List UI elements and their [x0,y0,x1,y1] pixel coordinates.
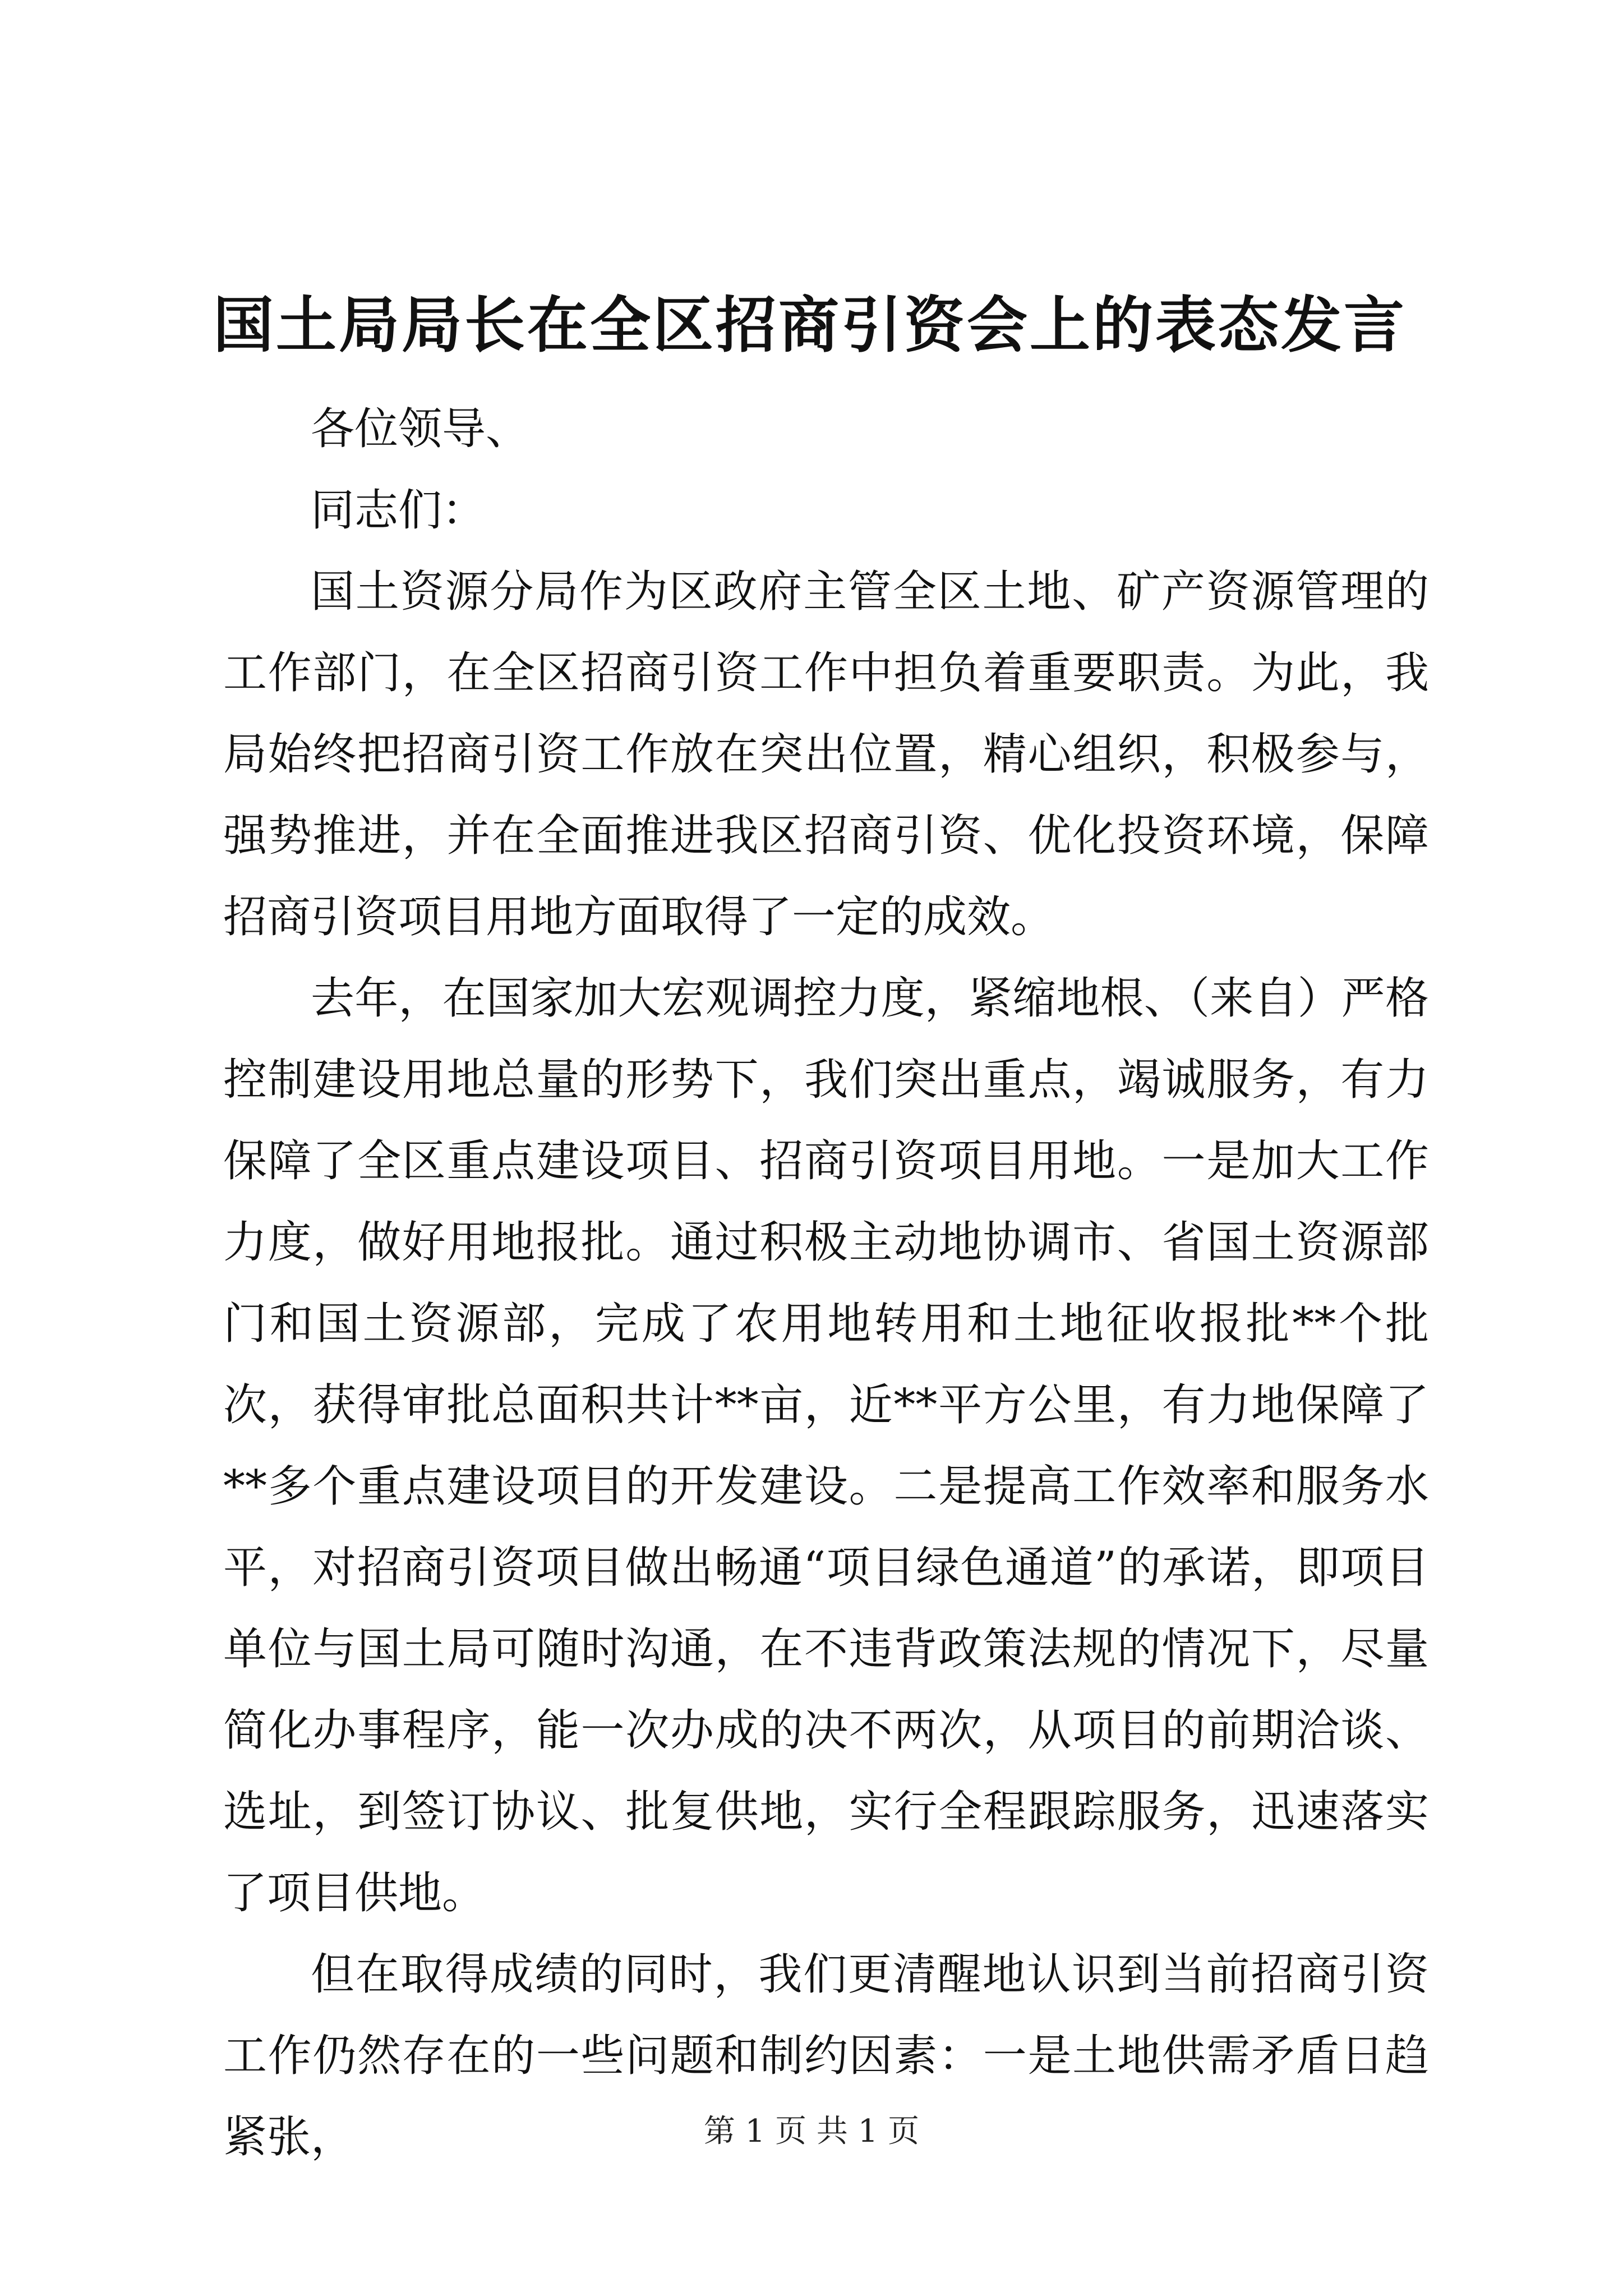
paragraph-intro: 国土资源分局作为区政府主管全区土地、矿产资源管理的工作部门，在全区招商引资工作中担负着重要职责。为此，我局始终把招商引资工作放在突出位置，精心组织，积极参与，强势推进，并在全面推进我区招商引资、优化投资环境，保障招商引资项目用地方面取得了一定的成效。 [223,567,1429,942]
document-body [223,389,1429,2178]
page-footer: 第 1 页 共 1 页 [703,2113,920,2150]
salutation-line-2: 同志们： [311,485,486,536]
salutation-line-1: 各位领导、 [311,404,530,454]
paragraph-problems: 但在取得成绩的同时，我们更清醒地认识到当前招商引资工作仍然存在的一些问题和制约因素：一是土地供需矛盾日趋紧张， [223,1949,1429,2162]
paragraph-last-year: 去年，在国家加大宏观调控力度，紧缩地根、（来自）严格控制建设用地总量的形势下，我们突出重点，竭诚服务，有力保障了全区重点建设项目、招商引资项目用地。一是加大工作力度，做好用地报批。通过积极主动地协调市、省国土资源部门和国土资源部，完成了农用地转用和土地征收报批**个批次，获得审批总面积共计**亩，近**平方公里，有力地保障了**多个重点建设项目的开发建设。二是提高工作效率和服务水平，对招商引资项目做出畅通“项目绿色通道”的承诺，即项目单位与国土局可随时沟通，在不违背政策法规的情况下，尽量简化办事程序，能一次办成的决不两次，从项目的前期洽谈、选址，到签订协议、批复供地，实行全程跟踪服务，迅速落实了项目供地。 [223,973,1429,1918]
document-title: 国土局局长在全区招商引资会上的表态发言 [213,290,1407,361]
